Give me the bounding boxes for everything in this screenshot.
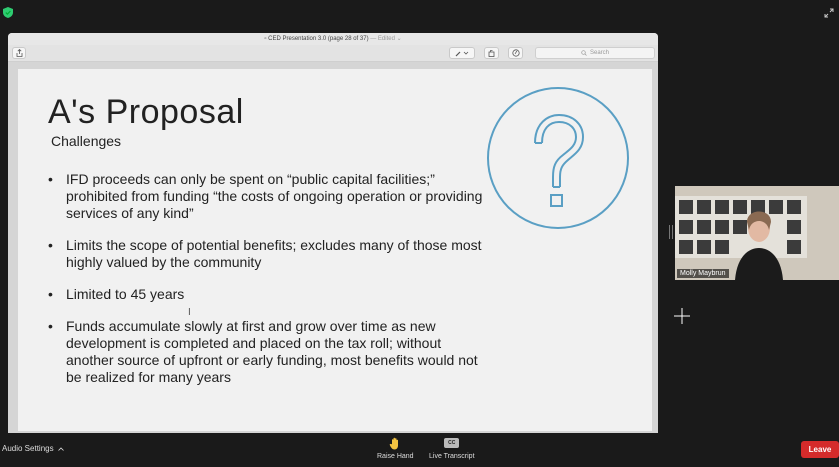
search-placeholder: Search — [589, 50, 609, 56]
closed-caption-icon: CC — [444, 438, 459, 448]
expand-icon[interactable] — [824, 8, 834, 18]
markup-circle-icon — [512, 49, 520, 57]
slide-subtitle: Challenges — [51, 133, 122, 149]
participant-name: Molly Maybrun — [677, 269, 729, 278]
audio-settings-label: Audio Settings — [2, 444, 54, 453]
bullet-list — [48, 171, 488, 401]
raise-hand-button[interactable] — [377, 436, 414, 460]
document-icon: ▫ — [264, 36, 269, 42]
bullet-item: • IFD proceeds can only be spent on “public capital facilities;” prohibited from funding “the costs of ongoing operation or providing services of any kind” — [48, 171, 488, 222]
markup-button[interactable] — [449, 47, 475, 59]
video-frame — [675, 186, 839, 280]
audio-settings-button[interactable] — [2, 444, 64, 453]
bullet-item: • Limits the scope of potential benefits; excludes many of those most highly valued by the community — [48, 237, 488, 271]
leave-button[interactable]: Leave — [801, 441, 839, 458]
slide-page — [18, 69, 652, 431]
panel-resize-handle[interactable] — [669, 225, 673, 239]
shield-icon — [3, 7, 13, 18]
annotate-button[interactable] — [508, 47, 523, 59]
window-titlebar — [8, 33, 658, 45]
rotate-icon — [488, 50, 495, 57]
pen-icon — [455, 49, 469, 57]
bullet-item: • Limited to 45 years — [48, 286, 488, 303]
share-button[interactable] — [12, 47, 26, 59]
chevron-up-icon — [58, 447, 64, 451]
slide-title: A's Proposal — [48, 93, 244, 131]
search-field[interactable] — [535, 47, 655, 59]
question-mark-circle-icon — [485, 85, 631, 231]
participant-video[interactable] — [675, 186, 839, 280]
bullet-item: • Funds accumulate slowly at first and grow over time as new development is completed and placed on the tax roll; without another source of upfront or early funding, most benefits would not be realized for many years — [48, 318, 488, 386]
share-icon — [16, 49, 23, 57]
window-title: CED Presentation 3.0 (page 28 of 37) — [268, 36, 369, 42]
preview-toolbar — [8, 45, 658, 62]
live-transcript-button[interactable] — [429, 436, 475, 460]
rotate-button[interactable] — [484, 47, 499, 59]
raise-hand-label: Raise Hand — [377, 453, 414, 460]
crosshair-cursor-icon — [674, 308, 690, 324]
search-icon — [581, 50, 587, 56]
shared-screen — [8, 33, 658, 433]
text-cursor-icon: I — [188, 307, 191, 318]
slide-viewport — [8, 62, 658, 433]
live-transcript-label: Live Transcript — [429, 453, 475, 460]
raise-hand-icon — [389, 437, 401, 450]
edited-label: — Edited ⌄ — [370, 36, 402, 42]
meeting-controls — [0, 433, 839, 467]
